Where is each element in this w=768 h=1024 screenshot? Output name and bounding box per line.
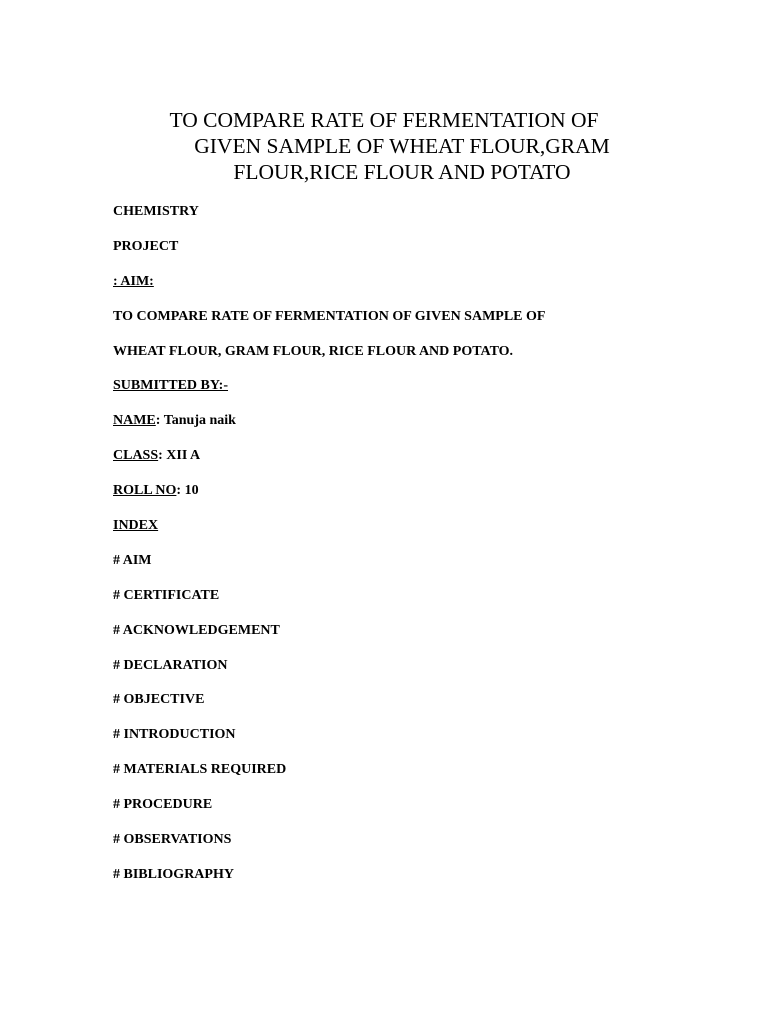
index-heading: INDEX bbox=[113, 518, 159, 534]
name-label: NAME bbox=[113, 413, 156, 429]
aim-heading: : AIM: bbox=[113, 273, 154, 289]
roll-no-row bbox=[113, 481, 713, 516]
index-item-declaration: # DECLARATION bbox=[113, 657, 228, 673]
index-item-aim: # AIM bbox=[113, 552, 152, 568]
project-line: PROJECT bbox=[113, 238, 179, 254]
name-value: : Tanuja naik bbox=[155, 413, 236, 429]
document-body bbox=[113, 202, 713, 900]
index-item-certificate: # CERTIFICATE bbox=[113, 587, 220, 603]
class-label: CLASS bbox=[113, 448, 159, 464]
index-item-observations: # OBSERVATIONS bbox=[113, 832, 232, 848]
index-item-acknowledgement: # ACKNOWLEDGEMENT bbox=[113, 622, 280, 638]
title-line-2: GIVEN SAMPLE OF WHEAT FLOUR,GRAM bbox=[194, 134, 610, 158]
title-line-1: TO COMPARE RATE OF FERMENTATION OF bbox=[169, 108, 599, 132]
title-line-3: FLOUR,RICE FLOUR AND POTATO bbox=[233, 160, 571, 184]
document-title bbox=[120, 107, 648, 185]
index-item-introduction: # INTRODUCTION bbox=[113, 727, 236, 743]
index-item-materials-required: # MATERIALS REQUIRED bbox=[113, 762, 287, 778]
class-row bbox=[113, 446, 713, 481]
submitted-by-heading: SUBMITTED BY:- bbox=[113, 378, 229, 394]
index-item-bibliography: # BIBLIOGRAPHY bbox=[113, 866, 234, 882]
index-item-procedure: # PROCEDURE bbox=[113, 797, 213, 813]
aim-text-line-1: TO COMPARE RATE OF FERMENTATION OF GIVEN SAMPLE OF bbox=[113, 308, 546, 324]
name-row bbox=[113, 411, 713, 446]
index-item-objective: # OBJECTIVE bbox=[113, 692, 205, 708]
class-value: : XII A bbox=[158, 448, 201, 464]
subject-line: CHEMISTRY bbox=[113, 204, 199, 219]
aim-text-line-2: WHEAT FLOUR, GRAM FLOUR, RICE FLOUR AND POTATO. bbox=[113, 343, 514, 359]
roll-no-value: : 10 bbox=[176, 483, 199, 499]
index-list bbox=[113, 551, 713, 900]
roll-no-label: ROLL NO bbox=[113, 483, 177, 499]
